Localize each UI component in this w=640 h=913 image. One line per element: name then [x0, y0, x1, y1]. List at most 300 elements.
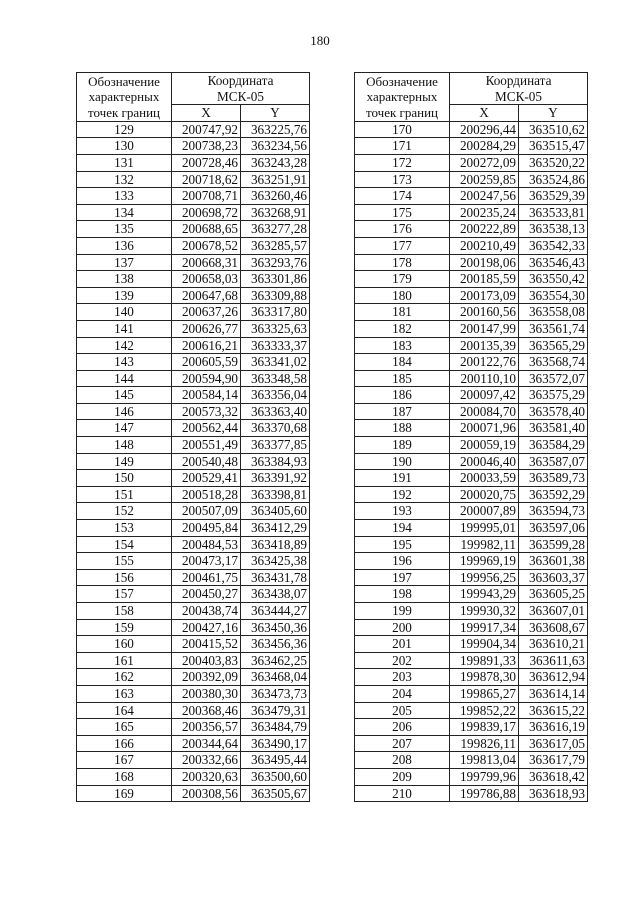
- point-number: 131: [77, 154, 172, 171]
- coord-y: 363592,29: [519, 486, 588, 503]
- table-row: [77, 768, 310, 785]
- coordinates-table-right: [354, 72, 588, 802]
- coord-y: 363616,19: [519, 719, 588, 736]
- header-point-label: Обозначение характерных точек границ: [355, 73, 450, 122]
- coord-y: 363572,07: [519, 370, 588, 387]
- coord-y: 363450,36: [241, 619, 310, 636]
- coord-x: 200728,46: [172, 154, 241, 171]
- table-row: [355, 138, 588, 155]
- point-number: 181: [355, 304, 450, 321]
- coord-y: 363333,37: [241, 337, 310, 354]
- coord-y: 363251,91: [241, 171, 310, 188]
- point-number: 136: [77, 237, 172, 254]
- coord-y: 363542,33: [519, 237, 588, 254]
- coord-y: 363260,46: [241, 188, 310, 205]
- coord-x: 200708,71: [172, 188, 241, 205]
- point-number: 184: [355, 354, 450, 371]
- table-row: [355, 287, 588, 304]
- coord-x: 199891,33: [450, 652, 519, 669]
- table-row: [355, 403, 588, 420]
- coord-x: 200616,21: [172, 337, 241, 354]
- table-row: [77, 320, 310, 337]
- coord-y: 363462,25: [241, 652, 310, 669]
- coord-y: 363617,05: [519, 735, 588, 752]
- table-row: [77, 370, 310, 387]
- coord-y: 363356,04: [241, 387, 310, 404]
- point-number: 179: [355, 271, 450, 288]
- point-number: 141: [77, 320, 172, 337]
- coord-y: 363618,93: [519, 785, 588, 802]
- point-number: 154: [77, 536, 172, 553]
- coord-x: 200658,03: [172, 271, 241, 288]
- table-row: [77, 138, 310, 155]
- point-number: 158: [77, 603, 172, 620]
- coord-x: 200210,49: [450, 237, 519, 254]
- table-row: [77, 171, 310, 188]
- table-row: [77, 188, 310, 205]
- point-number: 203: [355, 669, 450, 686]
- coord-x: 199904,34: [450, 636, 519, 653]
- table-row: [355, 619, 588, 636]
- point-number: 204: [355, 685, 450, 702]
- coord-x: 200718,62: [172, 171, 241, 188]
- table-row: [355, 171, 588, 188]
- coord-x: 200185,59: [450, 271, 519, 288]
- table-row: [355, 536, 588, 553]
- table-row: [355, 486, 588, 503]
- coord-x: 200368,46: [172, 702, 241, 719]
- table-row: [77, 354, 310, 371]
- coord-y: 363456,36: [241, 636, 310, 653]
- coord-y: 363565,29: [519, 337, 588, 354]
- coord-y: 363391,92: [241, 470, 310, 487]
- coord-x: 199852,22: [450, 702, 519, 719]
- coord-y: 363546,43: [519, 254, 588, 271]
- point-number: 186: [355, 387, 450, 404]
- table-row: [77, 304, 310, 321]
- table-row: [77, 553, 310, 570]
- point-number: 146: [77, 403, 172, 420]
- coord-y: 363348,58: [241, 370, 310, 387]
- coord-x: 200173,09: [450, 287, 519, 304]
- table-row: [355, 586, 588, 603]
- coord-y: 363510,62: [519, 121, 588, 138]
- coord-y: 363587,07: [519, 453, 588, 470]
- table-row: [77, 154, 310, 171]
- coord-x: 199826,11: [450, 735, 519, 752]
- point-number: 210: [355, 785, 450, 802]
- coord-y: 363495,44: [241, 752, 310, 769]
- table-row: [355, 652, 588, 669]
- point-number: 147: [77, 420, 172, 437]
- coord-y: 363468,04: [241, 669, 310, 686]
- point-number: 162: [77, 669, 172, 686]
- point-number: 152: [77, 503, 172, 520]
- coord-y: 363550,42: [519, 271, 588, 288]
- point-number: 183: [355, 337, 450, 354]
- coord-y: 363418,89: [241, 536, 310, 553]
- coord-y: 363505,67: [241, 785, 310, 802]
- coord-y: 363611,63: [519, 652, 588, 669]
- point-number: 159: [77, 619, 172, 636]
- coord-x: 200071,96: [450, 420, 519, 437]
- table-row: [77, 503, 310, 520]
- coord-x: 200495,84: [172, 520, 241, 537]
- coord-x: 200605,59: [172, 354, 241, 371]
- point-number: 143: [77, 354, 172, 371]
- table-row: [77, 271, 310, 288]
- coord-y: 363479,31: [241, 702, 310, 719]
- table-row: [355, 387, 588, 404]
- coord-x: 200573,32: [172, 403, 241, 420]
- table-row: [355, 320, 588, 337]
- coord-y: 363341,02: [241, 354, 310, 371]
- table-row: [77, 204, 310, 221]
- coord-y: 363363,40: [241, 403, 310, 420]
- point-number: 192: [355, 486, 450, 503]
- header-x: X: [172, 105, 241, 122]
- point-number: 170: [355, 121, 450, 138]
- coord-x: 200033,59: [450, 470, 519, 487]
- coord-y: 363225,76: [241, 121, 310, 138]
- header-y: Y: [519, 105, 588, 122]
- point-number: 171: [355, 138, 450, 155]
- coord-y: 363561,74: [519, 320, 588, 337]
- point-number: 178: [355, 254, 450, 271]
- coord-y: 363581,40: [519, 420, 588, 437]
- coord-x: 200135,39: [450, 337, 519, 354]
- table-row: [355, 370, 588, 387]
- coord-x: 200344,64: [172, 735, 241, 752]
- header-coordinate-label: Координата: [172, 73, 310, 89]
- table-row: [77, 470, 310, 487]
- table-row: [77, 785, 310, 802]
- coord-x: 199943,29: [450, 586, 519, 603]
- table-row: [77, 437, 310, 454]
- coord-y: 363617,79: [519, 752, 588, 769]
- coord-y: 363529,39: [519, 188, 588, 205]
- coord-y: 363370,68: [241, 420, 310, 437]
- coord-y: 363438,07: [241, 586, 310, 603]
- point-number: 175: [355, 204, 450, 221]
- coord-y: 363599,28: [519, 536, 588, 553]
- coord-x: 200084,70: [450, 403, 519, 420]
- table-row: [355, 420, 588, 437]
- table-row: [77, 569, 310, 586]
- coord-x: 200272,09: [450, 154, 519, 171]
- coord-y: 363317,80: [241, 304, 310, 321]
- table-row: [77, 287, 310, 304]
- point-number: 129: [77, 121, 172, 138]
- table-row: [355, 636, 588, 653]
- coord-y: 363594,73: [519, 503, 588, 520]
- coord-x: 200540,48: [172, 453, 241, 470]
- coordinates-table-left: [76, 72, 310, 802]
- coord-y: 363500,60: [241, 768, 310, 785]
- point-number: 174: [355, 188, 450, 205]
- coord-x: 199995,01: [450, 520, 519, 537]
- point-number: 173: [355, 171, 450, 188]
- coord-x: 200450,27: [172, 586, 241, 603]
- coord-x: 200110,10: [450, 370, 519, 387]
- coord-y: 363425,38: [241, 553, 310, 570]
- coord-x: 200637,26: [172, 304, 241, 321]
- coord-y: 363405,60: [241, 503, 310, 520]
- coord-x: 200059,19: [450, 437, 519, 454]
- coord-x: 199865,27: [450, 685, 519, 702]
- point-number: 135: [77, 221, 172, 238]
- coord-x: 200403,83: [172, 652, 241, 669]
- table-row: [355, 735, 588, 752]
- coord-y: 363554,30: [519, 287, 588, 304]
- point-number: 180: [355, 287, 450, 304]
- coord-y: 363618,42: [519, 768, 588, 785]
- coord-y: 363575,29: [519, 387, 588, 404]
- coord-y: 363490,17: [241, 735, 310, 752]
- coord-x: 200747,92: [172, 121, 241, 138]
- point-number: 187: [355, 403, 450, 420]
- point-number: 209: [355, 768, 450, 785]
- point-number: 138: [77, 271, 172, 288]
- coord-x: 200007,89: [450, 503, 519, 520]
- point-number: 160: [77, 636, 172, 653]
- table-row: [355, 470, 588, 487]
- coord-y: 363608,67: [519, 619, 588, 636]
- table-row: [77, 237, 310, 254]
- coord-y: 363293,76: [241, 254, 310, 271]
- table-row: [77, 453, 310, 470]
- coord-y: 363524,86: [519, 171, 588, 188]
- table-row: [355, 503, 588, 520]
- table-row: [355, 188, 588, 205]
- coord-y: 363444,27: [241, 603, 310, 620]
- table-row: [77, 652, 310, 669]
- coord-x: 199839,17: [450, 719, 519, 736]
- point-number: 148: [77, 437, 172, 454]
- header-point-label: Обозначение характерных точек границ: [77, 73, 172, 122]
- table-row: [77, 536, 310, 553]
- coord-y: 363398,81: [241, 486, 310, 503]
- coord-y: 363589,73: [519, 470, 588, 487]
- table-row: [77, 752, 310, 769]
- table-row: [77, 420, 310, 437]
- point-number: 142: [77, 337, 172, 354]
- coord-x: 200147,99: [450, 320, 519, 337]
- table-row: [355, 121, 588, 138]
- table-row: [355, 237, 588, 254]
- coord-x: 200122,76: [450, 354, 519, 371]
- point-number: 208: [355, 752, 450, 769]
- table-row: [355, 520, 588, 537]
- coord-y: 363610,21: [519, 636, 588, 653]
- header-coordinate-label: Координата: [450, 73, 588, 89]
- coord-x: 200461,75: [172, 569, 241, 586]
- coord-y: 363612,94: [519, 669, 588, 686]
- table-row: [77, 702, 310, 719]
- table-row: [355, 254, 588, 271]
- point-number: 169: [77, 785, 172, 802]
- point-number: 200: [355, 619, 450, 636]
- table-row: [355, 569, 588, 586]
- point-number: 145: [77, 387, 172, 404]
- coord-x: 200529,41: [172, 470, 241, 487]
- coord-x: 200594,90: [172, 370, 241, 387]
- coord-y: 363607,01: [519, 603, 588, 620]
- table-row: [77, 337, 310, 354]
- point-number: 140: [77, 304, 172, 321]
- coord-x: 200296,44: [450, 121, 519, 138]
- point-number: 194: [355, 520, 450, 537]
- coord-y: 363615,22: [519, 702, 588, 719]
- coord-x: 200097,42: [450, 387, 519, 404]
- table-row: [77, 669, 310, 686]
- point-number: 137: [77, 254, 172, 271]
- coord-x: 200332,66: [172, 752, 241, 769]
- coord-y: 363614,14: [519, 685, 588, 702]
- coord-y: 363285,57: [241, 237, 310, 254]
- point-number: 163: [77, 685, 172, 702]
- point-number: 176: [355, 221, 450, 238]
- point-number: 153: [77, 520, 172, 537]
- table-row: [77, 603, 310, 620]
- table-row: [355, 271, 588, 288]
- coord-x: 200562,44: [172, 420, 241, 437]
- table-row: [77, 685, 310, 702]
- coord-x: 199982,11: [450, 536, 519, 553]
- coord-y: 363568,74: [519, 354, 588, 371]
- point-number: 166: [77, 735, 172, 752]
- coord-x: 200518,28: [172, 486, 241, 503]
- point-number: 201: [355, 636, 450, 653]
- coord-y: 363473,73: [241, 685, 310, 702]
- coord-x: 200507,09: [172, 503, 241, 520]
- coord-x: 200222,89: [450, 221, 519, 238]
- point-number: 191: [355, 470, 450, 487]
- point-number: 168: [77, 768, 172, 785]
- coord-x: 200584,14: [172, 387, 241, 404]
- table-row: [77, 387, 310, 404]
- coord-x: 200668,31: [172, 254, 241, 271]
- coord-x: 200380,30: [172, 685, 241, 702]
- coord-x: 200308,56: [172, 785, 241, 802]
- point-number: 151: [77, 486, 172, 503]
- coord-x: 200698,72: [172, 204, 241, 221]
- point-number: 165: [77, 719, 172, 736]
- table-row: [355, 553, 588, 570]
- table-row: [355, 304, 588, 321]
- point-number: 189: [355, 437, 450, 454]
- table-row: [77, 403, 310, 420]
- coord-x: 200247,56: [450, 188, 519, 205]
- header-x: X: [450, 105, 519, 122]
- coord-x: 200415,52: [172, 636, 241, 653]
- coord-x: 200356,57: [172, 719, 241, 736]
- coord-x: 199878,30: [450, 669, 519, 686]
- table-row: [77, 735, 310, 752]
- coord-x: 199917,34: [450, 619, 519, 636]
- coord-y: 363515,47: [519, 138, 588, 155]
- point-number: 167: [77, 752, 172, 769]
- point-number: 206: [355, 719, 450, 736]
- point-number: 134: [77, 204, 172, 221]
- table-row: [355, 221, 588, 238]
- header-coordinate-system: МСК-05: [172, 89, 310, 105]
- table-row: [355, 437, 588, 454]
- coord-y: 363603,37: [519, 569, 588, 586]
- coord-x: 200198,06: [450, 254, 519, 271]
- coord-y: 363384,93: [241, 453, 310, 470]
- table-body-left: [77, 121, 310, 801]
- coord-x: 200678,52: [172, 237, 241, 254]
- point-number: 182: [355, 320, 450, 337]
- coord-y: 363301,86: [241, 271, 310, 288]
- table-row: [355, 719, 588, 736]
- table-row: [355, 603, 588, 620]
- point-number: 149: [77, 453, 172, 470]
- point-number: 193: [355, 503, 450, 520]
- coord-x: 200438,74: [172, 603, 241, 620]
- point-number: 190: [355, 453, 450, 470]
- coord-y: 363601,38: [519, 553, 588, 570]
- point-number: 177: [355, 237, 450, 254]
- coord-x: 200738,23: [172, 138, 241, 155]
- point-number: 198: [355, 586, 450, 603]
- coord-x: 200551,49: [172, 437, 241, 454]
- table-row: [355, 685, 588, 702]
- coord-x: 199930,32: [450, 603, 519, 620]
- table-row: [77, 520, 310, 537]
- coord-y: 363558,08: [519, 304, 588, 321]
- point-number: 157: [77, 586, 172, 603]
- point-number: 195: [355, 536, 450, 553]
- point-number: 150: [77, 470, 172, 487]
- point-number: 207: [355, 735, 450, 752]
- coord-x: 199786,88: [450, 785, 519, 802]
- coord-x: 199956,25: [450, 569, 519, 586]
- point-number: 196: [355, 553, 450, 570]
- table-row: [77, 586, 310, 603]
- table-row: [355, 669, 588, 686]
- table-row: [355, 453, 588, 470]
- coord-x: 199969,19: [450, 553, 519, 570]
- coord-x: 200392,09: [172, 669, 241, 686]
- table-row: [355, 154, 588, 171]
- coord-x: 200626,77: [172, 320, 241, 337]
- table-row: [355, 768, 588, 785]
- coord-x: 200688,65: [172, 221, 241, 238]
- table-row: [355, 785, 588, 802]
- point-number: 144: [77, 370, 172, 387]
- table-row: [77, 619, 310, 636]
- coord-x: 200160,56: [450, 304, 519, 321]
- table-row: [77, 121, 310, 138]
- table-row: [77, 254, 310, 271]
- point-number: 139: [77, 287, 172, 304]
- point-number: 188: [355, 420, 450, 437]
- point-number: 205: [355, 702, 450, 719]
- point-number: 202: [355, 652, 450, 669]
- coord-y: 363309,88: [241, 287, 310, 304]
- point-number: 156: [77, 569, 172, 586]
- table-row: [355, 702, 588, 719]
- coord-y: 363538,13: [519, 221, 588, 238]
- coord-x: 200235,24: [450, 204, 519, 221]
- table-row: [355, 204, 588, 221]
- coord-x: 199799,96: [450, 768, 519, 785]
- point-number: 185: [355, 370, 450, 387]
- table-row: [77, 486, 310, 503]
- point-number: 197: [355, 569, 450, 586]
